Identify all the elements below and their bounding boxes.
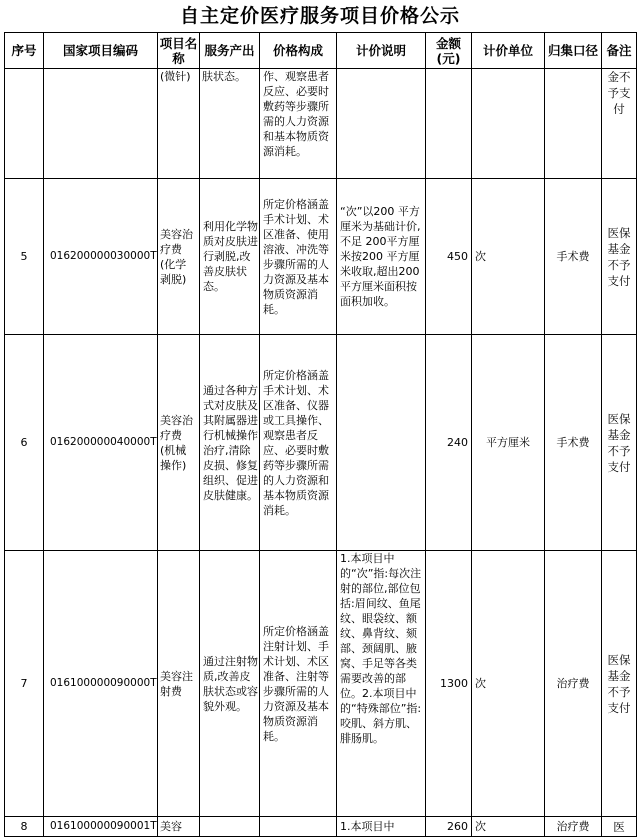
cell-name: 美容: [158, 817, 200, 837]
page-title: 自主定价医疗服务项目价格公示: [179, 5, 460, 27]
cell-remark: 金不予支付: [602, 69, 637, 179]
cell-service: 通过注射物质,改善皮肤状态或容貌外观。: [200, 551, 260, 817]
cell-composition: 所定价格涵盖注射计划、手术计划、术区准备、注射等步骤所需的人力资源及基本物质资源消耗。: [260, 551, 337, 817]
header-composition: 价格构成: [260, 33, 337, 69]
header-unit: 计价单位: [472, 33, 545, 69]
cell-service: 利用化学物质对皮肤进行剥脱,改善皮肤状态。: [200, 179, 260, 335]
cell-category: [545, 69, 602, 179]
cell-category: 治疗费: [545, 551, 602, 817]
table-header-row: [5, 33, 637, 69]
cell-amount: 240: [426, 335, 472, 551]
header-code: 国家项目编码: [44, 33, 158, 69]
cell-seq: 6: [5, 335, 44, 551]
cell-name: 美容治疗费(机械操作): [158, 335, 200, 551]
cell-category: 手术费: [545, 179, 602, 335]
cell-remark: 医保基金不予支付: [602, 551, 637, 817]
header-pricing: 计价说明: [337, 33, 426, 69]
header-seq: 序号: [5, 33, 44, 69]
header-remark: 备注: [602, 33, 637, 69]
table-row: [5, 335, 637, 551]
cell-unit: 平方厘米: [472, 335, 545, 551]
header-category: 归集口径: [545, 33, 602, 69]
cell-seq: 5: [5, 179, 44, 335]
cell-category: 手术费: [545, 335, 602, 551]
cell-category: 治疗费: [545, 817, 602, 837]
cell-service: [200, 817, 260, 837]
cell-composition: [260, 817, 337, 837]
cell-name: 美容治疗费(化学剥脱): [158, 179, 200, 335]
cell-unit: 次: [472, 551, 545, 817]
cell-code: 016200000040000T: [44, 335, 158, 551]
cell-pricing: [337, 335, 426, 551]
cell-seq: [5, 69, 44, 179]
cell-pricing: “次”以200 平方厘米为基础计价,不足 200平方厘米按200 平方厘米收取,超出200 平方厘米面积按面积加收。: [337, 179, 426, 335]
table-row: [5, 817, 637, 837]
header-service: 服务产出: [200, 33, 260, 69]
cell-composition: 作、观察患者反应、必要时敷药等步骤所需的人力资源和基本物质资源消耗。: [260, 69, 337, 179]
table-row: [5, 551, 637, 817]
cell-name: 美容注射费: [158, 551, 200, 817]
table-row: [5, 69, 637, 179]
cell-unit: 次: [472, 817, 545, 837]
cell-unit: [472, 69, 545, 179]
cell-seq: 7: [5, 551, 44, 817]
cell-service: 通过各种方式对皮肤及其附属器进行机械操作治疗,清除皮损、修复组织、促进皮肤健康。: [200, 335, 260, 551]
price-table: [4, 32, 637, 837]
cell-remark: 医保基金不予支付: [602, 335, 637, 551]
cell-unit: 次: [472, 179, 545, 335]
cell-amount: 260: [426, 817, 472, 837]
header-amount: 金额(元): [426, 33, 472, 69]
cell-amount: [426, 69, 472, 179]
cell-service: 肤状态。: [200, 69, 260, 179]
cell-remark: 医保基金不予支付: [602, 179, 637, 335]
cell-seq: 8: [5, 817, 44, 837]
cell-code: 016200000030000T: [44, 179, 158, 335]
table-row: [5, 179, 637, 335]
cell-code: [44, 69, 158, 179]
cell-pricing: [337, 69, 426, 179]
cell-code: 016100000090001T: [44, 817, 158, 837]
cell-amount: 450: [426, 179, 472, 335]
cell-code: 016100000090000T: [44, 551, 158, 817]
cell-pricing: 1.本项目中: [337, 817, 426, 837]
header-name: 项目名称: [158, 33, 200, 69]
cell-composition: 所定价格涵盖手术计划、术区准备、仪器或工具操作、观察患者反应、必要时敷药等步骤所需的人力资源和基本物质资源消耗。: [260, 335, 337, 551]
cell-remark: 医: [602, 817, 637, 837]
cell-pricing: 1.本项目中的“次”指:每次注射的部位,部位包括:眉间纹、鱼尾纹、眼袋纹、额纹、鼻背纹、颏部、颈阔肌、腋窝、手足等各类需要改善的部位。2.本项目中的“特殊部位”指:咬肌、斜方肌、腓肠肌。: [337, 551, 426, 817]
cell-name: (微针): [158, 69, 200, 179]
cell-amount: 1300: [426, 551, 472, 817]
cell-composition: 所定价格涵盖手术计划、术区准备、使用溶液、冲洗等步骤所需的人力资源及基本物质资源消耗。: [260, 179, 337, 335]
